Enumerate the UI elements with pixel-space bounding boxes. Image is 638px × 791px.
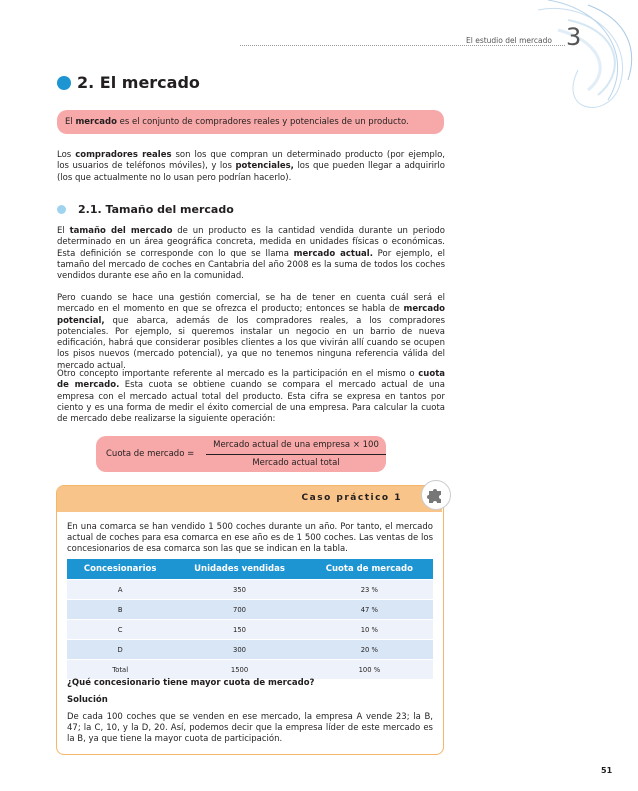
paragraph-tamano: El tamaño del mercado de un producto es la cantidad vendida durante un periodo determinado en un área geográfica concreta, medida en unidades físicas o económicas. Esta definición se corresponde con lo que se llama mercado actual. Por ejemplo, el tamaño del mercado de coches en Cantabria del año 2008 es la suma de todos los coches vendidos durante ese año en la comunidad. [57, 226, 446, 282]
table-total-row [67, 660, 433, 680]
table-cell: 23 % [306, 580, 433, 600]
paragraph-potencial: Pero cuando se hace una gestión comercial, se ha de tener en cuenta cuál será el mercado en el momento en que se ofrezca el producto; entonces se habla de mercado potencial, que abarca, además de los compradores reales, a los compradores potenciales. Por ejemplo, si queremos instalar un negocio en un barrio de nueva edificación, habrá que considerar posibles clientes a los que vivirán allí cuando se ocupen los pisos nuevos (mercado potencial), ya que no tenemos ninguna referencia válida del mercado actual. [57, 293, 445, 371]
formula-box [96, 436, 386, 472]
header-rule [240, 45, 565, 46]
table-cell: C [67, 620, 173, 640]
table-cell: 350 [173, 580, 305, 600]
sub-bullet-icon [57, 205, 66, 214]
table-cell: A [67, 580, 173, 600]
table-row [67, 620, 433, 640]
case-title: Caso práctico 1 [301, 493, 402, 503]
table-cell: 150 [173, 620, 305, 640]
case-question: ¿Qué concesionario tiene mayor cuota de mercado? [67, 678, 315, 688]
table-row [67, 580, 433, 600]
definition-text: El mercado es el conjunto de compradores reales y potenciales de un producto. [65, 117, 409, 127]
sales-table [67, 559, 433, 679]
formula-numerator: Mercado actual de una empresa × 100 [213, 440, 379, 450]
table-header-row [67, 559, 433, 580]
subsection-title-text: 2.1. Tamaño del mercado [78, 203, 234, 216]
subsection-title [57, 203, 234, 216]
solution-label: Solución [67, 695, 108, 705]
table-cell: 100 % [306, 660, 433, 680]
case-box [56, 485, 444, 755]
table-cell: 1500 [173, 660, 305, 680]
running-head: El estudio del mercado [466, 36, 552, 45]
table-cell: B [67, 600, 173, 620]
table-cell: 300 [173, 640, 305, 660]
chapter-number: 3 [566, 23, 582, 51]
table-header: Unidades vendidas [173, 559, 305, 580]
table-header: Concesionarios [67, 559, 173, 580]
table-cell: D [67, 640, 173, 660]
fraction-bar [206, 454, 386, 455]
decorative-swirl [498, 0, 638, 120]
table-row [67, 640, 433, 660]
solution-text: De cada 100 coches que se venden en ese mercado, la empresa A vende 23; la B, 47; la C, 10, y la D, 20. Así, podemos decir que la empresa líder de este mercado es la B, ya que tiene la mayor cuota de participación. [67, 712, 433, 745]
table-cell: Total [67, 660, 173, 680]
section-title-text: 2. El mercado [77, 73, 200, 92]
table-header: Cuota de mercado [306, 559, 433, 580]
intro-paragraph: Los compradores reales son los que compran un determinado producto (por ejemplo, los usuarios de teléfonos móviles), y los potenciales, los que pueden llegar a adquirirlo (los que actualmente no lo usan pero podrían hacerlo). [57, 150, 446, 183]
paragraph-cuota: Otro concepto importante referente al mercado es la participación en el mismo o cuota de mercado. Esta cuota se obtiene cuando se compara el mercado actual de una empresa con el mercado actual total del producto. Esta cifra se expresa en tantos por ciento y es una forma de medir el éxito comercial de una empresa. Para calcular la cuota de mercado debe realizarse la siguiente operación: [57, 369, 445, 425]
table-cell: 10 % [306, 620, 433, 640]
bullet-dot-icon [57, 76, 71, 90]
case-statement: En una comarca se han vendido 1 500 coches durante un año. Por tanto, el mercado actual de coches para esa comarca en ese año es de 1 500 coches. Las ventas de los concesionarios de esa comarca son las que se indican en la tabla. [67, 522, 433, 555]
section-title [57, 73, 200, 92]
definition-box [57, 110, 444, 134]
table-cell: 20 % [306, 640, 433, 660]
formula-label: Cuota de mercado = [106, 449, 195, 459]
puzzle-icon [421, 480, 451, 510]
case-header [57, 486, 442, 512]
table-row [67, 600, 433, 620]
table-cell: 700 [173, 600, 305, 620]
formula-denominator: Mercado actual total [252, 458, 340, 468]
table-cell: 47 % [306, 600, 433, 620]
page-number: 51 [601, 766, 613, 775]
